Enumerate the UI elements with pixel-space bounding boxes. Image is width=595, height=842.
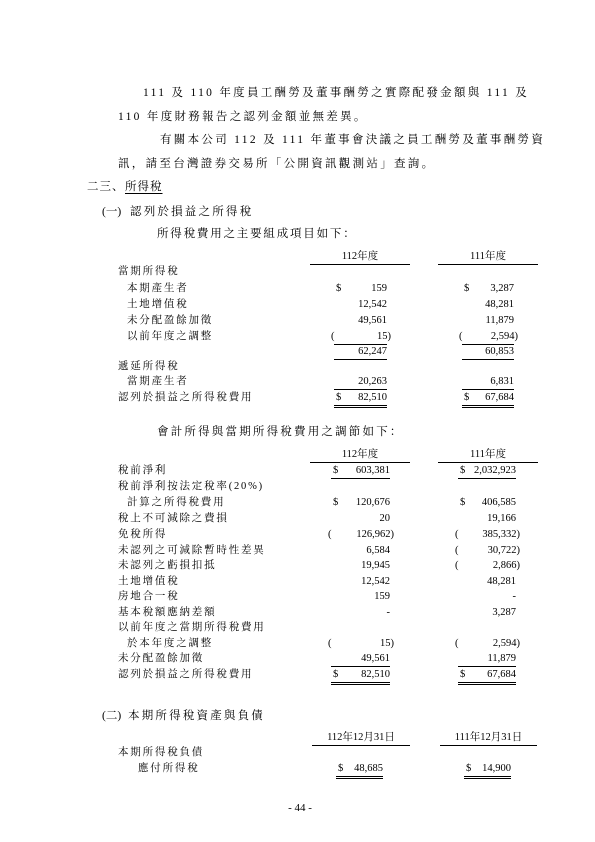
amount-value: 67,684	[487, 669, 516, 680]
amount-cell-111	[458, 606, 516, 620]
table-row	[0, 559, 595, 573]
amount-value: 20,263	[358, 376, 387, 387]
amount-cell-111	[458, 496, 516, 510]
amount-value: 2,594)	[490, 331, 518, 342]
amount-cell-111	[458, 652, 516, 667]
amount-cell-111	[455, 528, 520, 542]
amount-cell-111	[458, 512, 516, 526]
currency-symbol: $	[333, 669, 339, 680]
amount-value: -	[512, 591, 516, 602]
amount-value: 2,594)	[492, 638, 520, 649]
row-label: 未分配盈餘加徵	[127, 315, 214, 326]
subsection-number: (一)	[102, 206, 122, 218]
table-row	[0, 746, 595, 760]
amount-cell-112	[331, 590, 390, 604]
subsection-title: 認列於損益之所得稅	[130, 206, 254, 218]
amount-cell-112	[328, 637, 394, 651]
amount-value: 126,962)	[356, 529, 394, 540]
row-label: 免稅所得	[118, 529, 168, 540]
table-row	[0, 360, 595, 374]
amount-value: 19,166	[487, 513, 516, 524]
table-row	[0, 496, 595, 510]
amount-cell-111	[462, 391, 514, 408]
amount-cell-112	[336, 762, 383, 779]
currency-symbol: $	[460, 669, 466, 680]
row-label: 稅前淨利	[118, 465, 168, 476]
table-row	[0, 298, 595, 312]
amount-value: 82,510	[361, 669, 390, 680]
amount-value: 3,287	[490, 283, 514, 294]
currency-symbol: $	[460, 465, 466, 476]
table-row	[0, 575, 595, 589]
column-header-111-12-31: 111年12月31日	[440, 731, 537, 746]
table-row	[0, 314, 595, 328]
amount-cell-111	[464, 762, 511, 779]
row-label: 本期產生者	[127, 283, 189, 294]
row-label: 房地合一稅	[118, 591, 180, 602]
row-label: 以前年度之當期所得稅費用	[118, 622, 266, 633]
total-row	[0, 391, 595, 405]
amount-cell-112	[334, 282, 387, 296]
amount-value: 82,510	[358, 392, 387, 403]
currency-symbol: $	[464, 283, 470, 294]
amount-value: -	[386, 607, 390, 618]
amount-cell-112	[334, 345, 387, 360]
amount-cell-111	[458, 575, 516, 589]
amount-value: 3,287	[492, 607, 516, 618]
row-label: 稅上不可減除之費損	[118, 513, 229, 524]
section-title: 所得稅	[125, 181, 163, 193]
amount-cell-111	[462, 345, 514, 360]
row-label: 未分配盈餘加徵	[118, 653, 205, 664]
row-label: 稅前淨利按法定稅率(20%)	[118, 481, 264, 492]
amount-value: 159	[371, 283, 387, 294]
paragraph-line: 111 及 110 年度員工酬勞及董事酬勞之實際配發金額與 111 及	[143, 87, 529, 99]
amount-cell-112	[331, 652, 390, 667]
paragraph-line: 110 年度財務報告之認列金額並無差異。	[118, 111, 368, 123]
amount-cell-111	[462, 314, 514, 328]
table-row	[0, 512, 595, 526]
table-row	[0, 621, 595, 635]
row-label: 計算之所得稅費用	[127, 497, 226, 508]
amount-value: 6,831	[490, 376, 514, 387]
row-label: 遞延所得稅	[118, 361, 180, 372]
amount-value: 2,866)	[492, 560, 520, 571]
amount-cell-112	[328, 528, 394, 542]
amount-cell-112	[331, 512, 390, 526]
column-header-112: 112年度	[310, 448, 410, 463]
amount-cell-112	[334, 298, 387, 312]
row-label: 以前年度之調整	[127, 331, 214, 342]
table-row	[0, 652, 595, 666]
amount-cell-111	[462, 282, 514, 296]
amount-value: 62,247	[358, 346, 387, 357]
amount-cell-111	[458, 464, 516, 479]
amount-cell-111	[462, 375, 514, 390]
amount-value: 19,945	[361, 560, 390, 571]
amount-cell-111	[459, 330, 518, 345]
table-row	[0, 480, 595, 494]
amount-cell-111	[462, 298, 514, 312]
amount-cell-112	[331, 464, 390, 479]
amount-value: 14,900	[482, 763, 511, 774]
column-header-111: 111年度	[438, 250, 538, 265]
amount-cell-112	[331, 544, 390, 558]
negative-paren: (	[328, 638, 332, 649]
negative-paren: (	[328, 529, 332, 540]
amount-value: 12,542	[358, 299, 387, 310]
currency-symbol: $	[460, 497, 466, 508]
page-number: - 44 -	[288, 802, 312, 814]
amount-value: 30,722)	[487, 545, 520, 556]
negative-paren: (	[455, 545, 459, 556]
total-row	[0, 668, 595, 682]
subsection-title: 本期所得稅資產與負債	[128, 710, 265, 722]
amount-value: 15)	[377, 331, 391, 342]
row-label: 土地增值稅	[118, 576, 180, 587]
table-row	[0, 282, 595, 296]
amount-value: 48,281	[487, 576, 516, 587]
column-header-112: 112年度	[310, 250, 410, 265]
amount-value: 49,561	[358, 315, 387, 326]
amount-value: 48,281	[485, 299, 514, 310]
amount-value: 11,879	[485, 315, 514, 326]
table-row	[0, 464, 595, 478]
table-row	[0, 528, 595, 542]
amount-cell-112	[331, 559, 390, 573]
amount-value: 159	[374, 591, 390, 602]
amount-value: 120,676	[355, 497, 390, 508]
amount-cell-112	[334, 375, 387, 390]
amount-value: 20	[379, 513, 390, 524]
amount-cell-112	[331, 575, 390, 589]
amount-value: 406,585	[481, 497, 516, 508]
row-label: 認列於損益之所得稅費用	[118, 392, 254, 403]
amount-cell-111	[455, 637, 520, 651]
negative-paren: (	[455, 560, 459, 571]
table-intro: 所得稅費用之主要組成項目如下：	[157, 228, 357, 240]
negative-paren: (	[455, 529, 459, 540]
negative-paren: (	[455, 638, 459, 649]
row-label: 應付所得稅	[138, 763, 200, 774]
row-label: 認列於損益之所得稅費用	[118, 669, 254, 680]
amount-value: 60,853	[485, 346, 514, 357]
row-label: 土地增值稅	[127, 299, 189, 310]
currency-symbol: $	[336, 392, 342, 403]
currency-symbol: $	[338, 763, 344, 774]
amount-cell-112	[334, 391, 387, 408]
amount-cell-112	[331, 606, 390, 620]
table-row	[0, 330, 595, 344]
table-row	[0, 375, 595, 389]
subsection-number: (二)	[102, 710, 122, 722]
row-label: 於本年度之調整	[127, 638, 214, 649]
amount-value: 2,032,923	[474, 465, 516, 476]
amount-cell-112	[331, 330, 391, 345]
amount-value: 603,381	[355, 465, 390, 476]
amount-cell-112	[334, 314, 387, 328]
currency-symbol: $	[333, 465, 339, 476]
amount-value: 12,542	[361, 576, 390, 587]
table-row	[0, 544, 595, 558]
amount-cell-112	[331, 668, 390, 685]
currency-symbol: $	[466, 763, 472, 774]
row-label: 當期產生者	[127, 376, 189, 387]
amount-value: 49,561	[361, 653, 390, 664]
amount-cell-112	[331, 496, 390, 510]
table-row	[0, 637, 595, 651]
amount-value: 67,684	[485, 392, 514, 403]
row-label: 基本稅額應納差額	[118, 607, 217, 618]
amount-cell-111	[455, 544, 520, 558]
column-header-111: 111年度	[438, 448, 538, 463]
column-header-112-12-31: 112年12月31日	[312, 731, 410, 746]
paragraph-line: 訊，請至台灣證券交易所「公開資訊觀測站」查詢。	[118, 158, 436, 170]
amount-value: 6,584	[366, 545, 390, 556]
amount-cell-111	[458, 590, 516, 604]
table-row	[0, 762, 595, 776]
paragraph-line: 有關本公司 112 及 111 年董事會決議之員工酬勞及董事酬勞資	[160, 134, 546, 146]
row-label: 本期所得稅負債	[118, 747, 205, 758]
section-number: 二三、	[87, 181, 125, 193]
amount-value: 48,685	[354, 763, 383, 774]
amount-value: 385,332)	[482, 529, 520, 540]
negative-paren: (	[459, 331, 463, 342]
row-label: 當期所得稅	[118, 266, 180, 277]
amount-cell-111	[455, 559, 520, 573]
negative-paren: (	[331, 331, 335, 342]
table-row	[0, 265, 595, 279]
table-intro: 會計所得與當期所得稅費用之調節如下：	[157, 426, 404, 438]
row-label: 未認列之可減除暫時性差異	[118, 545, 266, 556]
currency-symbol: $	[336, 283, 342, 294]
amount-value: 15)	[380, 638, 394, 649]
currency-symbol: $	[464, 392, 470, 403]
subtotal-row	[0, 345, 595, 359]
row-label: 未認列之虧損扣抵	[118, 560, 217, 571]
table-row	[0, 606, 595, 620]
amount-cell-111	[458, 668, 516, 685]
currency-symbol: $	[333, 497, 339, 508]
table-row	[0, 590, 595, 604]
amount-value: 11,879	[487, 653, 516, 664]
